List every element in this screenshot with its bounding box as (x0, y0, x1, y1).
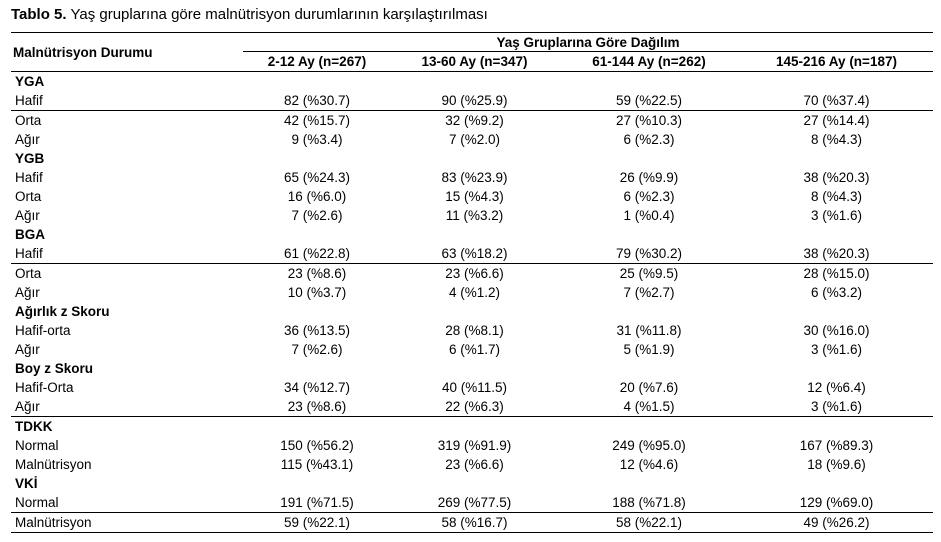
cell-value: 150 (%56.2) (280, 438, 354, 453)
cell-value: 79 (%30.2) (558, 244, 740, 264)
cell-value: 23 (%6.6) (445, 266, 504, 281)
cell-value: 70 (%37.4) (740, 91, 933, 111)
table-caption (11, 6, 488, 23)
cell-value: 58 (%22.1) (558, 513, 740, 533)
cell-value: 7 (%2.6) (291, 208, 343, 223)
row-label: Orta (15, 266, 42, 281)
cell-value: 6 (%2.3) (623, 189, 675, 204)
table-row (11, 130, 933, 149)
cell-value: 16 (%6.0) (287, 189, 347, 204)
cell-value: 59 (%22.1) (243, 513, 391, 533)
cell-value: 28 (%15.0) (803, 266, 870, 281)
table-row (11, 91, 933, 111)
cell-value: 249 (%95.0) (612, 438, 686, 453)
caption-label: Tablo 5. (11, 6, 67, 23)
cell-value: 38 (%20.3) (803, 170, 870, 185)
section-header-row (11, 359, 933, 378)
cell-value: 59 (%22.5) (558, 91, 740, 111)
row-label: Hafif (11, 91, 243, 111)
cell-value: 31 (%11.8) (616, 323, 682, 338)
cell-value: 1 (%0.4) (623, 208, 675, 223)
cell-value: 25 (%9.5) (619, 266, 679, 281)
section-title: BGA (15, 227, 45, 242)
cell-value: 11 (%3.2) (445, 208, 504, 223)
cell-value: 38 (%20.3) (740, 244, 933, 264)
cell-value: 7 (%2.0) (448, 132, 501, 147)
cell-value: 4 (%1.5) (558, 397, 740, 417)
table-row (11, 436, 933, 455)
cell-value: 319 (%91.9) (437, 438, 512, 453)
table-row (11, 206, 933, 225)
table-row (11, 378, 933, 397)
section-header-row (11, 225, 933, 244)
cell-value: 3 (%1.6) (810, 208, 863, 223)
cell-value: 30 (%16.0) (803, 323, 870, 338)
cell-value: 32 (%9.2) (445, 113, 504, 128)
section-header-row (11, 149, 933, 168)
row-label: Malnütrisyon (11, 513, 243, 533)
cell-value: 5 (%1.9) (623, 342, 675, 357)
cell-value: 63 (%18.2) (391, 244, 558, 264)
table-row (11, 111, 933, 131)
cell-value: 167 (%89.3) (799, 438, 874, 453)
row-label: Hafif (15, 170, 43, 185)
cell-value: 7 (%2.7) (623, 285, 675, 300)
table-row (11, 321, 933, 340)
cell-value: 191 (%71.5) (243, 493, 391, 513)
row-label: Orta (15, 113, 42, 128)
table-row (11, 187, 933, 206)
cell-value: 26 (%9.9) (619, 170, 679, 185)
cell-value: 22 (%6.3) (391, 397, 558, 417)
cell-value: 23 (%8.6) (243, 397, 391, 417)
section-title: TDKK (15, 419, 53, 434)
section-title: Ağırlık z Skoru (15, 304, 110, 319)
table-row (11, 283, 933, 302)
row-label: Normal (15, 438, 59, 453)
row-label: Hafif (11, 244, 243, 264)
cell-value: 27 (%10.3) (615, 113, 683, 128)
section-title: YGB (15, 151, 45, 166)
section-title: VKİ (15, 476, 38, 491)
row-label: Malnütrisyon (15, 457, 92, 472)
cell-value: 6 (%2.3) (623, 132, 675, 147)
cell-value: 7 (%2.6) (291, 342, 343, 357)
cell-value: 12 (%6.4) (807, 380, 866, 395)
table-row (11, 397, 933, 417)
row-label: Ağır (11, 397, 243, 417)
cell-value: 36 (%13.5) (283, 323, 351, 338)
cell-value: 34 (%12.7) (283, 380, 351, 395)
caption-text: Yaş gruplarına göre malnütrisyon durumlarının karşılaştırılması (66, 6, 488, 23)
row-label: Hafif-orta (15, 323, 71, 338)
column-header: 145-216 Ay (n=187) (740, 52, 933, 72)
row-label-header: Malnütrisyon Durumu (11, 33, 243, 72)
section-header-row (11, 417, 933, 437)
row-label: Hafif-Orta (15, 380, 74, 395)
cell-value: 12 (%4.6) (619, 457, 679, 472)
table-row (11, 340, 933, 359)
cell-value: 6 (%1.7) (448, 342, 501, 357)
cell-value: 58 (%16.7) (391, 513, 558, 533)
cell-value: 23 (%8.6) (287, 266, 347, 281)
cell-value: 42 (%15.7) (283, 113, 351, 128)
cell-value: 3 (%1.6) (810, 342, 863, 357)
row-label: Orta (15, 189, 42, 204)
cell-value: 269 (%77.5) (391, 493, 558, 513)
cell-value: 23 (%6.6) (445, 457, 504, 472)
cell-value: 28 (%8.1) (445, 323, 504, 338)
table-body (11, 72, 933, 533)
cell-value: 82 (%30.7) (243, 91, 391, 111)
row-label: Normal (11, 493, 243, 513)
cell-value: 4 (%1.2) (448, 285, 501, 300)
cell-value: 40 (%11.5) (441, 380, 508, 395)
column-header: 13-60 Ay (n=347) (391, 52, 558, 72)
cell-value: 83 (%23.9) (441, 170, 508, 185)
cell-value: 49 (%26.2) (740, 513, 933, 533)
age-group-header: Yaş Gruplarına Göre Dağılım (243, 33, 933, 52)
cell-value: 20 (%7.6) (619, 380, 679, 395)
malnutrition-table (11, 32, 933, 533)
section-title: Boy z Skoru (15, 361, 94, 376)
cell-value: 6 (%3.2) (810, 285, 863, 300)
column-header: 2-12 Ay (n=267) (243, 52, 391, 72)
cell-value: 90 (%25.9) (391, 91, 558, 111)
row-label: Ağır (15, 342, 40, 357)
cell-value: 15 (%4.3) (445, 189, 504, 204)
table-row (11, 493, 933, 513)
section-header-row (11, 474, 933, 493)
cell-value: 9 (%3.4) (291, 132, 343, 147)
table-row (11, 244, 933, 264)
table-row (11, 168, 933, 187)
cell-value: 18 (%9.6) (807, 457, 866, 472)
cell-value: 61 (%22.8) (243, 244, 391, 264)
row-label: Ağır (15, 285, 40, 300)
cell-value: 8 (%4.3) (810, 132, 863, 147)
column-header: 61-144 Ay (n=262) (558, 52, 740, 72)
cell-value: 10 (%3.7) (287, 285, 347, 300)
row-label: Ağır (15, 132, 40, 147)
cell-value: 188 (%71.8) (558, 493, 740, 513)
cell-value: 27 (%14.4) (803, 113, 870, 128)
cell-value: 115 (%43.1) (280, 457, 354, 472)
cell-value: 3 (%1.6) (740, 397, 933, 417)
section-header-row (11, 302, 933, 321)
table-row (11, 455, 933, 474)
section-title: YGA (15, 74, 45, 89)
table-header (11, 33, 933, 72)
cell-value: 129 (%69.0) (740, 493, 933, 513)
cell-value: 8 (%4.3) (810, 189, 863, 204)
table-row (11, 513, 933, 533)
table-row (11, 264, 933, 284)
cell-value: 65 (%24.3) (283, 170, 351, 185)
section-header-row (11, 72, 933, 92)
row-label: Ağır (15, 208, 40, 223)
